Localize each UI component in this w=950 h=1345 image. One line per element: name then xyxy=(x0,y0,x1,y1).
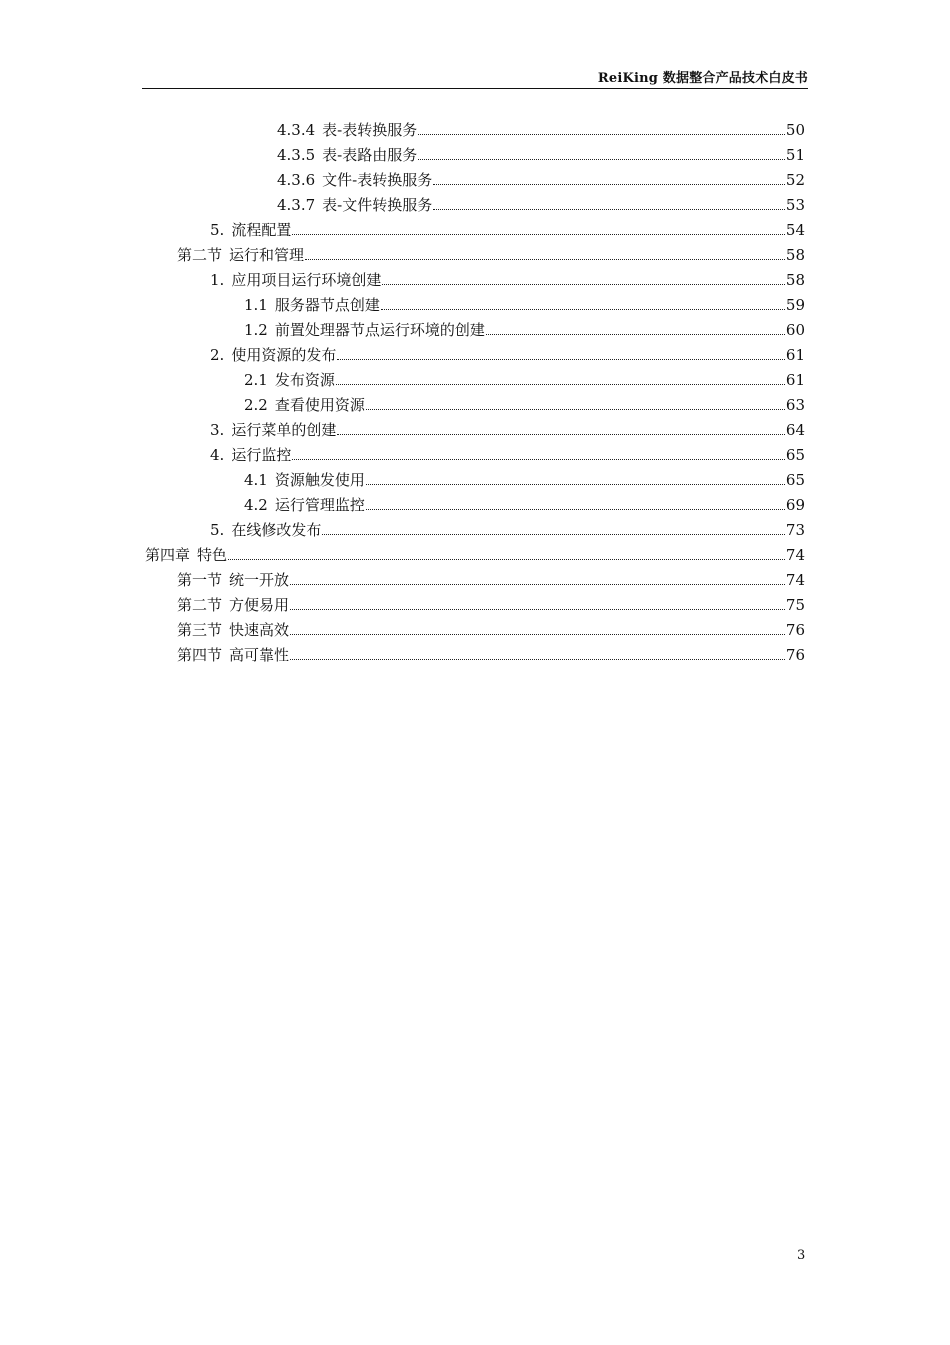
toc-entry-page: 74 xyxy=(785,571,805,589)
toc-entry-label xyxy=(244,395,365,415)
toc-entry-number: 第四章 xyxy=(145,546,191,564)
toc-entry-number: 1. xyxy=(210,271,225,289)
page-number: 3 xyxy=(797,1248,806,1263)
dot-leader xyxy=(418,134,785,135)
toc-entry[interactable] xyxy=(210,265,805,290)
dot-leader xyxy=(486,334,785,335)
toc-entry-page: 74 xyxy=(785,546,805,564)
toc-entry-label xyxy=(210,445,291,465)
toc-entry[interactable] xyxy=(210,515,805,540)
dot-leader xyxy=(366,484,785,485)
toc-entry-page: 61 xyxy=(785,371,805,389)
toc-entry-title: 前置处理器节点运行环境的创建 xyxy=(274,321,485,339)
toc-entry[interactable] xyxy=(277,190,805,215)
toc-entry-number: 2.1 xyxy=(244,371,268,389)
toc-entry[interactable] xyxy=(210,415,805,440)
toc-entry-label xyxy=(177,645,289,665)
toc-entry-number: 2. xyxy=(210,346,225,364)
toc-entry[interactable] xyxy=(210,440,805,465)
toc-entry-label xyxy=(244,495,365,515)
toc-entry-title: 应用项目运行环境创建 xyxy=(231,271,382,289)
toc-entry[interactable] xyxy=(277,115,805,140)
toc-entry-page: 52 xyxy=(785,171,805,189)
toc-entry[interactable] xyxy=(177,590,805,615)
toc-entry-title: 运行监控 xyxy=(231,446,292,464)
toc-entry-page: 64 xyxy=(785,421,805,439)
toc-entry-label xyxy=(177,570,289,590)
toc-entry-page: 58 xyxy=(785,246,805,264)
toc-entry-page: 63 xyxy=(785,396,805,414)
toc-entry-label xyxy=(210,420,336,440)
toc-entry-page: 61 xyxy=(785,346,805,364)
toc-entry-label xyxy=(244,320,485,340)
toc-entry-label xyxy=(177,620,289,640)
toc-entry[interactable] xyxy=(244,290,805,315)
toc-entry-number: 第一节 xyxy=(177,571,223,589)
dot-leader xyxy=(366,509,785,510)
toc-entry[interactable] xyxy=(277,140,805,165)
toc-entry-page: 59 xyxy=(785,296,805,314)
toc-entry-label xyxy=(210,270,381,290)
toc-entry-title: 流程配置 xyxy=(231,221,292,239)
toc-entry-page: 75 xyxy=(785,596,805,614)
toc-entry-number: 5. xyxy=(210,521,225,539)
toc-entry-label xyxy=(177,245,304,265)
dot-leader xyxy=(290,634,785,635)
toc-entry[interactable] xyxy=(145,540,805,565)
toc-entry[interactable] xyxy=(177,565,805,590)
dot-leader xyxy=(336,384,785,385)
dot-leader xyxy=(228,559,785,560)
dot-leader xyxy=(292,234,785,235)
dot-leader xyxy=(290,584,785,585)
toc-entry-label xyxy=(244,370,335,390)
toc-entry[interactable] xyxy=(177,615,805,640)
toc-entry-number: 第二节 xyxy=(177,246,223,264)
toc-entry-title: 服务器节点创建 xyxy=(274,296,380,314)
toc-entry-number: 4.3.6 xyxy=(277,171,316,189)
toc-entry[interactable] xyxy=(177,640,805,665)
toc-entry-title: 运行管理监控 xyxy=(274,496,365,514)
toc-entry-label xyxy=(277,170,432,190)
dot-leader xyxy=(382,284,785,285)
toc-entry-title: 表-表转换服务 xyxy=(322,121,418,139)
dot-leader xyxy=(381,309,785,310)
toc-entry-number: 1.2 xyxy=(244,321,268,339)
toc-entry-page: 76 xyxy=(785,646,805,664)
toc-entry-number: 2.2 xyxy=(244,396,268,414)
toc-entry[interactable] xyxy=(244,315,805,340)
toc-entry-number: 4.1 xyxy=(244,471,268,489)
toc-entry-number: 4.3.7 xyxy=(277,196,316,214)
toc-entry-page: 65 xyxy=(785,446,805,464)
toc-entry-label xyxy=(244,295,380,315)
toc-entry[interactable] xyxy=(177,240,805,265)
toc-entry-number: 3. xyxy=(210,421,225,439)
toc-entry-title: 发布资源 xyxy=(274,371,335,389)
toc-entry-label xyxy=(210,520,321,540)
toc-entry-label xyxy=(244,470,365,490)
toc-entry-title: 快速高效 xyxy=(229,621,290,639)
toc-entry-title: 表-表路由服务 xyxy=(322,146,418,164)
toc-entry-page: 53 xyxy=(785,196,805,214)
toc-entry-label xyxy=(145,545,227,565)
toc-entry-number: 4.2 xyxy=(244,496,268,514)
toc-entry[interactable] xyxy=(210,215,805,240)
dot-leader xyxy=(290,609,785,610)
dot-leader xyxy=(337,434,785,435)
toc-entry-title: 特色 xyxy=(197,546,228,564)
toc-entry-number: 第二节 xyxy=(177,596,223,614)
toc-entry-label xyxy=(210,220,291,240)
document-title: ReiKing 数据整合产品技术白皮书 xyxy=(597,71,808,86)
toc-entry-title: 运行和管理 xyxy=(229,246,305,264)
toc-entry[interactable] xyxy=(244,390,805,415)
toc-entry-number: 5. xyxy=(210,221,225,239)
dot-leader xyxy=(433,184,785,185)
toc-entry-title: 方便易用 xyxy=(229,596,290,614)
toc-entry[interactable] xyxy=(244,490,805,515)
toc-entry-title: 统一开放 xyxy=(229,571,290,589)
toc-entry-title: 文件-表转换服务 xyxy=(322,171,433,189)
dot-leader xyxy=(418,159,785,160)
toc-entry-label xyxy=(277,120,417,140)
dot-leader xyxy=(366,409,785,410)
toc-entry-label xyxy=(277,145,417,165)
toc-entry[interactable] xyxy=(277,165,805,190)
dot-leader xyxy=(290,659,785,660)
toc-entry-number: 4.3.4 xyxy=(277,121,316,139)
toc-entry-title: 表-文件转换服务 xyxy=(322,196,433,214)
toc-entry-title: 使用资源的发布 xyxy=(231,346,337,364)
toc-entry-page: 69 xyxy=(785,496,805,514)
toc-entry-page: 58 xyxy=(785,271,805,289)
toc-entry-label xyxy=(277,195,432,215)
page-header xyxy=(142,66,808,89)
toc-entry-page: 60 xyxy=(785,321,805,339)
toc-entry-page: 76 xyxy=(785,621,805,639)
toc-entry-page: 50 xyxy=(785,121,805,139)
toc-entry-title: 在线修改发布 xyxy=(231,521,322,539)
toc-entry-title: 运行菜单的创建 xyxy=(231,421,337,439)
toc-entry-label xyxy=(210,345,336,365)
dot-leader xyxy=(337,359,785,360)
toc-entry-page: 73 xyxy=(785,521,805,539)
dot-leader xyxy=(322,534,785,535)
toc-entry-title: 资源触发使用 xyxy=(274,471,365,489)
toc-entry-number: 4. xyxy=(210,446,225,464)
toc-entry-number: 第四节 xyxy=(177,646,223,664)
toc-entry-page: 54 xyxy=(785,221,805,239)
toc-entry-title: 高可靠性 xyxy=(229,646,290,664)
dot-leader xyxy=(305,259,785,260)
toc-entry-title: 查看使用资源 xyxy=(274,396,365,414)
toc-entry-label xyxy=(177,595,289,615)
toc-entry-number: 4.3.5 xyxy=(277,146,316,164)
toc-entry[interactable] xyxy=(244,465,805,490)
toc-entry[interactable] xyxy=(244,365,805,390)
toc-entry-page: 65 xyxy=(785,471,805,489)
toc-entry-page: 51 xyxy=(785,146,805,164)
toc-entry[interactable] xyxy=(210,340,805,365)
toc-entry-number: 1.1 xyxy=(244,296,268,314)
dot-leader xyxy=(433,209,785,210)
dot-leader xyxy=(292,459,785,460)
toc-entry-number: 第三节 xyxy=(177,621,223,639)
